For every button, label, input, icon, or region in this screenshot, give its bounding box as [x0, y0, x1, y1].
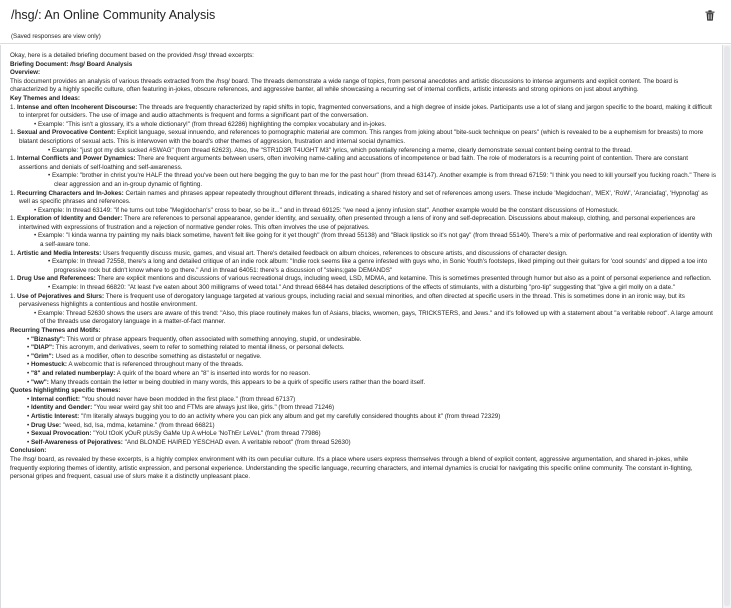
- quote-item-text: "I'm literally always bugging you to do an activity where you can pick any album and get my carefully considered thoughts about it" (from thread 72329): [79, 412, 501, 420]
- theme-text: There are frequent arguments between users, often involving name-calling and accusations of incompetence or bad faith. The role of moderators is a recurring point of contention. There are constant assertions and denials of self-loathing and self-awareness.: [19, 155, 688, 171]
- theme-title: Recurring Characters and In-Jokes:: [17, 189, 124, 197]
- theme-title: Sexual and Provocative Content:: [17, 129, 116, 137]
- theme-number: 1.: [10, 249, 16, 257]
- conclusion-text: The /hsg/ board, as revealed by these excerpts, is a highly complex environment with its own peculiar culture. It's a place where users express themselves through a blend of explicit content, aggressive argumentation, and shared in-jokes, while frequently exploring themes of identity, artistic expression, and personal experience. Understanding the specific language, recurring characters, and internal dynamics is crucial for navigating this specific online community. The constant in-fighting, personal gripes and frequent, casual use of slurs make it a distinctly unpleasant place.: [10, 455, 693, 481]
- scrollbar[interactable]: [723, 45, 731, 608]
- motif-item-text: Many threads contain the letter w being doubled in many words, this appears to be a quirk of specific users rather than the board itself.: [48, 378, 426, 386]
- theme-example: • Example: "just got my dick sucked #SWAG" (from thread 62623). Also, the "STR1D3R T4UGHT M3" lyrics, which potentially referencing a meme, clearly demonstrate sexual content being central to the thread.: [48, 146, 632, 154]
- quote-item-term: Drug Use:: [30, 421, 62, 429]
- conclusion-heading: Conclusion:: [10, 447, 47, 455]
- theme-example: • Example: In thread 63149: "if he turns out tobe "Megidochan's" cross to bear, so be it..." and in thread 69125: "we need a jenny infusion stat". Another example would be the constant discussions of Homestuck.: [34, 206, 619, 214]
- theme-example: • Example: In thread 72558, there's a long and detailed critique of an indie rock album: "Indie rock seems like a genre infested with guys who, in Sonic Youth's footsteps, liked pimping out their guitars for 'cool sounds' and dipped a toe into progressive rock but didn't know where to go there." And in thread 64051: there's a discussion of "steins;gate DEMANDS": [48, 258, 708, 274]
- view-only-notice: [0, 30, 731, 44]
- theme-text: There is frequent use of derogatory language targeted at various groups, including racial and sexual minorities, and often directed at specific users in the thread. This is sometimes done in an ironic way, but its pervasiveness highlights a contentious and hostile environment.: [19, 292, 685, 309]
- themes-list: [10, 104, 716, 327]
- theme-title: Drug Use and References:: [17, 275, 96, 283]
- theme-example: • Example: "This isn't a glossary, it's a whole dictionary!" (from thread 62286) highlighting the complex vocabulary and in-jokes.: [34, 120, 387, 128]
- motif-item: • Homestuck: A webcomic that is referenced throughout many of the threads.: [27, 361, 244, 369]
- theme-text: There are explicit mentions and discussions of various recreational drugs, including weed, LSD, MDMA, and ketamine. This is sometimes presented through humor but also as a point of personal experience and reflection.: [95, 275, 712, 283]
- theme-item: [10, 250, 716, 259]
- quote-item-text: "And BLONDE HAIRED YESCHAD even. A veritable reboot" (from thread 52630): [122, 438, 351, 446]
- quote-item: • Sexual Provocation: "YoU tOoK yOuR pUsSy GaMe Up A wHoLe 'NoThEr LeVeL" (from thread 77986): [27, 430, 321, 438]
- motif-item: • "Biznasty": This word or phrase appears frequently, often associated with something annoying, stupid, or undesirable.: [27, 335, 362, 343]
- theme-text: Users frequently discuss music, games, and visual art. There's detailed feedback on album choices, references to obscure artists, and discussions of character design.: [101, 249, 568, 257]
- theme-item: [10, 293, 716, 310]
- theme-title: Intense and often Incoherent Discourse:: [17, 103, 138, 111]
- theme-title: Use of Pejoratives and Slurs:: [17, 292, 105, 300]
- motif-item: • "Grim": Used as a modifier, often to describe something as distasteful or negative.: [27, 352, 262, 360]
- motif-item-term: Homestuck:: [30, 361, 68, 369]
- recurring-heading: Recurring Themes and Motifs:: [10, 327, 101, 334]
- theme-text: The threads are frequently characterized by rapid shifts in topic, fragmented conversations, and a high degree of inside jokes. Participants use a lot of slang and jargon specific to the board, making it difficult to interpret for outsiders. The use of image and audio attachments is frequent and forms a significant part of the conversation.: [19, 103, 712, 120]
- scrollbar-thumb[interactable]: [724, 46, 730, 606]
- document-heading: Briefing Document: /hsg/ Board Analysis: [10, 60, 133, 68]
- motif-item-text: This word or phrase appears frequently, often associated with something annoying, stupid, or undesirable.: [64, 335, 362, 343]
- quote-item: • Identity and Gender: "You wear weird gay shit too and FTMs are always just like, girls." (from thread 71246): [27, 404, 335, 412]
- motifs-list: [10, 336, 716, 388]
- motif-item: • "DIAP": This acronym, and derivatives, seem to refer to something related to mental illness, or personal defects.: [27, 344, 345, 352]
- theme-number: 1.: [10, 292, 16, 300]
- overview-heading: Overview:: [10, 69, 41, 77]
- theme-text: Explicit language, sexual innuendo, and references to pornographic material are common. This ranges from joking about "bite-suck technique on pears" (which is revealed to be a euphemism for breasts) to more blatant descriptions of sexual acts. This is interwoven with the board's other themes of aggression, frustration and internal social dynamics.: [19, 129, 704, 145]
- view-only-text: (Saved responses are view only): [11, 33, 101, 40]
- theme-item: [10, 104, 716, 121]
- quote-item-term: Artistic Interest:: [30, 412, 80, 420]
- quotes-list: [10, 396, 716, 448]
- quotes-heading: Quotes highlighting specific themes:: [10, 387, 121, 395]
- motif-item: • "ww": Many threads contain the letter w being doubled in many words, this appears to be a quirk of specific users rather than the board itself.: [27, 378, 426, 386]
- briefing-document: [10, 52, 716, 482]
- quote-item-term: Sexual Provocation:: [30, 430, 92, 438]
- quote-item: • Self-Awareness of Pejoratives: "And BLONDE HAIRED YESCHAD even. A veritable reboot" (from thread 52630): [27, 438, 351, 446]
- motif-item-text: This acronym, and derivatives, seem to refer to something related to mental illness, or personal defects.: [54, 344, 345, 352]
- theme-item: [10, 215, 716, 232]
- motif-item-term: "DIAP":: [30, 344, 55, 352]
- key-themes-heading: Key Themes and Ideas:: [10, 94, 80, 102]
- intro-text: Okay, here is a detailed briefing document based on the provided /hsg/ thread excerpts:: [10, 52, 254, 59]
- header-bar: [0, 0, 731, 30]
- theme-number: 1.: [10, 155, 16, 163]
- trash-icon[interactable]: [703, 8, 717, 22]
- theme-example: • Example: Thread 52630 shows the users are aware of this trend: "Also, this place routinely makes fun of Asians, blacks, wwomen, gays, TRICKSTERS, and Jews." and it's followed up with a statement about "a veritable reboot". A large amount of the threads use derogatory language in a matter-of-fact manner.: [34, 309, 713, 326]
- theme-example: • Example: "brother in christ you're HALF the thread you've been out here begging the guy to ban me for the past hour" (from thread 63147). Another example is from thread 67159: "I think you need to kill yourself you fucking roach." There is clear aggression and an in-group dynamic of fighting.: [48, 172, 716, 188]
- motif-item-text: A quirk of the board where an "8" is inserted into words for no reason.: [115, 369, 311, 377]
- theme-example: • Example: In thread 66820: "At least I've eaten about 300 milligrams of weed total." And thread 66844 has detailed descriptions of the effects of stimulants, with a disturbing "pro-tip" suggesting that "give a girl molly on a date.": [48, 284, 676, 292]
- theme-number: 1.: [10, 215, 16, 223]
- motif-item-term: "Grim":: [30, 352, 54, 360]
- motif-item-term: "ww":: [30, 378, 49, 386]
- quote-item-text: "You wear weird gay shit too and FTMs are always just like, girls." (from thread 71246): [92, 404, 335, 412]
- theme-title: Artistic and Media Interests:: [17, 249, 102, 257]
- theme-item: [10, 275, 716, 284]
- motif-item-text: A webcomic that is referenced throughout many of the threads.: [67, 361, 244, 369]
- quote-item-term: Self-Awareness of Pejoratives:: [30, 438, 123, 446]
- theme-number: 1.: [10, 189, 16, 197]
- theme-number: 1.: [10, 103, 16, 111]
- theme-title: Exploration of Identity and Gender:: [17, 215, 123, 223]
- theme-example: • Example: "I kinda wanna try painting my nails black sometime, haven't felt like going for it yet though" (from thread 55138) and "Black lipstick so it's not gay" (from thread 55140). There's a mix of performative and real exploration of identity with a self-aware tone.: [34, 232, 713, 249]
- quote-item: • Internal conflict: "You should never have been modded in the first place." (from thread 67137): [27, 395, 296, 403]
- motif-item: • "8" and related numberplay: A quirk of the board where an "8" is inserted into words for no reason.: [27, 369, 311, 377]
- quote-item-term: Identity and Gender:: [30, 404, 93, 412]
- motif-item-text: Used as a modifier, often to describe something as distasteful or negative.: [53, 352, 262, 360]
- overview-text: This document provides an analysis of various threads extracted from the /hsg/ board. The threads demonstrate a wide range of topics, from personal anecdotes and artistic discussions to intense arguments and explicit content. The board is characterized by a highly specific culture, often featuring in-jokes, obscure references, and aggressive banter, all while showcasing a recurring set of internal conflicts, artistic interests and strong opinions on just about anything.: [10, 77, 679, 94]
- quote-item-text: "You should never have been modded in the first place." (from thread 67137): [79, 395, 296, 403]
- motif-item-term: "Biznasty":: [30, 335, 65, 343]
- quote-item-text: "weed, lsd, lsa, mdma, ketamine." (from thread 66821): [61, 421, 215, 429]
- theme-title: Internal Conflicts and Power Dynamics:: [17, 155, 136, 163]
- theme-text: There are references to personal appearance, gender identity, and sexuality, often presented through a lens of irony and self-deprecation. Discussions about makeup, clothing, and personal experiences are intertwined with expressions of frustration and a rejection of normative gender roles. This often involves the use of pejoratives.: [19, 215, 696, 231]
- quote-item: • Artistic Interest: "I'm literally always bugging you to do an activity where you can pick any album and get my carefully considered thoughts about it" (from thread 72329): [27, 412, 501, 420]
- theme-number: 1.: [10, 129, 16, 137]
- quote-item: • Drug Use: "weed, lsd, lsa, mdma, ketamine." (from thread 66821): [27, 421, 215, 429]
- theme-item: [10, 190, 716, 207]
- theme-number: 1.: [10, 275, 16, 283]
- theme-item: [10, 155, 716, 172]
- theme-text: Certain names and phrases appear repeatedly throughout different threads, indicating a shared history and set of references among users. These include 'Megidochan', 'MEX', 'RoW', 'Aranciafag', 'Hypnofag' as well as specific phrases and references.: [19, 189, 708, 206]
- motif-item-term: "8" and related numberplay:: [30, 369, 116, 377]
- quote-item-text: "YoU tOoK yOuR pUsSy GaMe Up A wHoLe 'NoThEr LeVeL" (from thread 77986): [91, 430, 321, 438]
- page-title: /hsg/: An Online Community Analysis: [11, 8, 216, 22]
- quote-item-term: Internal conflict:: [30, 395, 80, 403]
- theme-item: [10, 129, 716, 146]
